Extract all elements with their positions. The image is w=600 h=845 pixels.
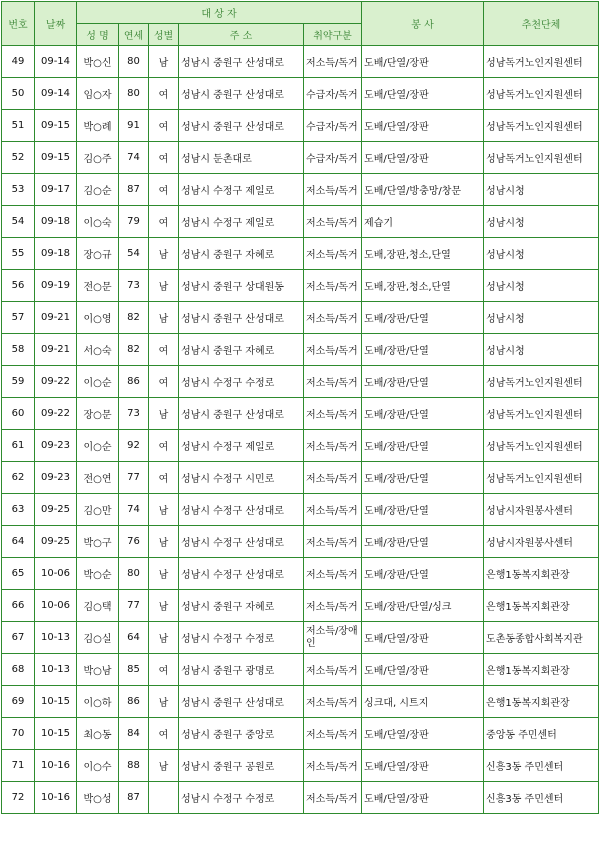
cell-address: 성남시 둔촌대로 — [179, 142, 304, 174]
cell-name: 이○숙 — [77, 206, 119, 238]
table-row — [2, 590, 599, 622]
cell-address: 성남시 중원구 산성대로 — [179, 686, 304, 718]
cell-address: 성남시 수정구 시민로 — [179, 462, 304, 494]
cell-vulnerable: 저소득/독거 — [304, 462, 362, 494]
cell-name: 박○례 — [77, 110, 119, 142]
cell-address: 성남시 수정구 수정로 — [179, 622, 304, 654]
cell-service: 도배/단열/장판 — [362, 782, 484, 814]
cell-vulnerable: 저소득/독거 — [304, 206, 362, 238]
cell-age: 74 — [119, 494, 149, 526]
header-gender: 성별 — [149, 24, 179, 46]
cell-date: 10-06 — [35, 558, 77, 590]
header-vulnerable: 취약구분 — [304, 24, 362, 46]
cell-no: 50 — [2, 78, 35, 110]
cell-recommender: 은행1동복지회관장 — [484, 590, 599, 622]
cell-service: 도배/장판/단열 — [362, 430, 484, 462]
cell-name: 박○성 — [77, 782, 119, 814]
cell-date: 09-18 — [35, 238, 77, 270]
cell-service: 도배/장판/단열 — [362, 334, 484, 366]
cell-gender: 남 — [149, 590, 179, 622]
cell-age: 73 — [119, 398, 149, 430]
cell-date: 09-21 — [35, 302, 77, 334]
cell-address: 성남시 중원구 상대원동 — [179, 270, 304, 302]
cell-gender: 남 — [149, 558, 179, 590]
cell-age: 87 — [119, 174, 149, 206]
cell-no: 51 — [2, 110, 35, 142]
cell-date: 09-14 — [35, 78, 77, 110]
cell-name: 장○규 — [77, 238, 119, 270]
cell-age: 80 — [119, 46, 149, 78]
table-body — [2, 46, 599, 814]
cell-date: 09-15 — [35, 142, 77, 174]
cell-vulnerable: 저소득/독거 — [304, 654, 362, 686]
cell-service: 도배/단열/장판 — [362, 46, 484, 78]
cell-vulnerable: 저소득/독거 — [304, 718, 362, 750]
cell-address: 성남시 중원구 중앙로 — [179, 718, 304, 750]
cell-service: 도배/단열/장판 — [362, 78, 484, 110]
cell-service: 도배/단열/방충망/창문 — [362, 174, 484, 206]
table-row — [2, 622, 599, 654]
cell-no: 54 — [2, 206, 35, 238]
cell-no: 69 — [2, 686, 35, 718]
table-row — [2, 430, 599, 462]
table-row — [2, 174, 599, 206]
cell-name: 이○영 — [77, 302, 119, 334]
cell-service: 도배/장판/단열 — [362, 526, 484, 558]
header-service: 봉 사 — [362, 2, 484, 46]
cell-recommender: 성남독거노인지원센터 — [484, 46, 599, 78]
cell-service: 도배/단열/장판 — [362, 654, 484, 686]
cell-address: 성남시 수정구 수정로 — [179, 366, 304, 398]
cell-service: 제습기 — [362, 206, 484, 238]
cell-age: 87 — [119, 782, 149, 814]
table-row — [2, 334, 599, 366]
cell-date: 09-25 — [35, 494, 77, 526]
cell-no: 49 — [2, 46, 35, 78]
cell-vulnerable: 저소득/독거 — [304, 334, 362, 366]
cell-name: 박○남 — [77, 654, 119, 686]
cell-address: 성남시 수정구 제일로 — [179, 430, 304, 462]
cell-date: 09-18 — [35, 206, 77, 238]
cell-no: 61 — [2, 430, 35, 462]
cell-address: 성남시 중원구 산성대로 — [179, 46, 304, 78]
cell-age: 82 — [119, 334, 149, 366]
table-row — [2, 558, 599, 590]
cell-date: 09-14 — [35, 46, 77, 78]
cell-vulnerable: 저소득/독거 — [304, 270, 362, 302]
table-row — [2, 238, 599, 270]
cell-gender: 여 — [149, 654, 179, 686]
cell-no: 68 — [2, 654, 35, 686]
cell-service: 도배/단열/장판 — [362, 622, 484, 654]
table-row — [2, 398, 599, 430]
cell-recommender: 성남시청 — [484, 302, 599, 334]
table-header — [2, 2, 599, 46]
cell-recommender: 성남시청 — [484, 238, 599, 270]
cell-age: 73 — [119, 270, 149, 302]
cell-vulnerable: 저소득/독거 — [304, 430, 362, 462]
cell-recommender: 성남독거노인지원센터 — [484, 462, 599, 494]
cell-gender — [149, 782, 179, 814]
cell-address: 성남시 중원구 산성대로 — [179, 78, 304, 110]
table-row — [2, 302, 599, 334]
cell-date: 10-16 — [35, 782, 77, 814]
cell-gender: 남 — [149, 270, 179, 302]
table-row — [2, 46, 599, 78]
cell-age: 74 — [119, 142, 149, 174]
cell-age: 91 — [119, 110, 149, 142]
cell-service: 도배/장판/단열 — [362, 558, 484, 590]
cell-name: 김○만 — [77, 494, 119, 526]
cell-no: 65 — [2, 558, 35, 590]
cell-address: 성남시 중원구 자혜로 — [179, 238, 304, 270]
cell-gender: 남 — [149, 302, 179, 334]
cell-address: 성남시 중원구 공원로 — [179, 750, 304, 782]
cell-gender: 여 — [149, 334, 179, 366]
cell-date: 10-15 — [35, 686, 77, 718]
cell-vulnerable: 저소득/독거 — [304, 590, 362, 622]
table-row — [2, 78, 599, 110]
header-recommender: 추천단체 — [484, 2, 599, 46]
cell-address: 성남시 중원구 산성대로 — [179, 302, 304, 334]
cell-vulnerable: 저소득/독거 — [304, 558, 362, 590]
cell-no: 64 — [2, 526, 35, 558]
table-row — [2, 110, 599, 142]
cell-age: 82 — [119, 302, 149, 334]
cell-name: 최○동 — [77, 718, 119, 750]
cell-age: 92 — [119, 430, 149, 462]
header-target: 대 상 자 — [77, 2, 362, 24]
cell-vulnerable: 저소득/독거 — [304, 750, 362, 782]
cell-no: 66 — [2, 590, 35, 622]
cell-service: 도배,장판,청소,단열 — [362, 270, 484, 302]
cell-service: 싱크대, 시트지 — [362, 686, 484, 718]
cell-age: 88 — [119, 750, 149, 782]
cell-gender: 남 — [149, 238, 179, 270]
cell-no: 58 — [2, 334, 35, 366]
cell-vulnerable: 저소득/장애인 — [304, 622, 362, 654]
cell-age: 84 — [119, 718, 149, 750]
cell-name: 박○신 — [77, 46, 119, 78]
cell-vulnerable: 저소득/독거 — [304, 526, 362, 558]
cell-age: 64 — [119, 622, 149, 654]
cell-no: 57 — [2, 302, 35, 334]
cell-gender: 남 — [149, 750, 179, 782]
cell-recommender: 은행1동복지회관장 — [484, 686, 599, 718]
cell-gender: 여 — [149, 462, 179, 494]
cell-gender: 여 — [149, 430, 179, 462]
cell-address: 성남시 중원구 자혜로 — [179, 590, 304, 622]
cell-gender: 남 — [149, 622, 179, 654]
cell-recommender: 성남시청 — [484, 174, 599, 206]
cell-name: 이○하 — [77, 686, 119, 718]
cell-service: 도배/장판/단열/싱크 — [362, 590, 484, 622]
cell-recommender: 성남독거노인지원센터 — [484, 78, 599, 110]
cell-no: 63 — [2, 494, 35, 526]
cell-gender: 여 — [149, 206, 179, 238]
cell-date: 09-22 — [35, 366, 77, 398]
cell-recommender: 성남시청 — [484, 270, 599, 302]
cell-gender: 여 — [149, 78, 179, 110]
cell-name: 김○택 — [77, 590, 119, 622]
cell-name: 장○문 — [77, 398, 119, 430]
table-row — [2, 654, 599, 686]
cell-service: 도배/단열/장판 — [362, 718, 484, 750]
cell-gender: 남 — [149, 526, 179, 558]
table-row — [2, 782, 599, 814]
table-row — [2, 718, 599, 750]
cell-name: 임○자 — [77, 78, 119, 110]
cell-address: 성남시 수정구 수정로 — [179, 782, 304, 814]
cell-no: 59 — [2, 366, 35, 398]
table-row — [2, 142, 599, 174]
header-date: 날짜 — [35, 2, 77, 46]
cell-date: 09-17 — [35, 174, 77, 206]
cell-date: 09-21 — [35, 334, 77, 366]
cell-vulnerable: 수급자/독거 — [304, 110, 362, 142]
cell-date: 09-19 — [35, 270, 77, 302]
cell-no: 55 — [2, 238, 35, 270]
cell-recommender: 도촌동종합사회복지관 — [484, 622, 599, 654]
cell-date: 10-16 — [35, 750, 77, 782]
cell-address: 성남시 중원구 자혜로 — [179, 334, 304, 366]
cell-gender: 여 — [149, 142, 179, 174]
cell-address: 성남시 수정구 제일로 — [179, 206, 304, 238]
cell-gender: 여 — [149, 110, 179, 142]
cell-recommender: 신흥3동 주민센터 — [484, 782, 599, 814]
cell-date: 09-22 — [35, 398, 77, 430]
cell-vulnerable: 수급자/독거 — [304, 78, 362, 110]
table-row — [2, 270, 599, 302]
header-age: 연세 — [119, 24, 149, 46]
cell-age: 54 — [119, 238, 149, 270]
cell-gender: 남 — [149, 686, 179, 718]
cell-date: 09-23 — [35, 430, 77, 462]
cell-no: 53 — [2, 174, 35, 206]
cell-name: 전○연 — [77, 462, 119, 494]
cell-date: 10-13 — [35, 654, 77, 686]
cell-recommender: 성남독거노인지원센터 — [484, 398, 599, 430]
cell-address: 성남시 수정구 산성대로 — [179, 494, 304, 526]
cell-name: 이○수 — [77, 750, 119, 782]
cell-vulnerable: 수급자/독거 — [304, 142, 362, 174]
cell-recommender: 신흥3동 주민센터 — [484, 750, 599, 782]
cell-vulnerable: 저소득/독거 — [304, 782, 362, 814]
cell-service: 도배/장판/단열 — [362, 302, 484, 334]
cell-service: 도배/장판/단열 — [362, 494, 484, 526]
cell-no: 72 — [2, 782, 35, 814]
cell-age: 80 — [119, 78, 149, 110]
cell-age: 80 — [119, 558, 149, 590]
cell-recommender: 성남시청 — [484, 334, 599, 366]
cell-name: 전○문 — [77, 270, 119, 302]
cell-address: 성남시 수정구 산성대로 — [179, 558, 304, 590]
cell-recommender: 성남독거노인지원센터 — [484, 430, 599, 462]
cell-age: 86 — [119, 686, 149, 718]
cell-no: 62 — [2, 462, 35, 494]
cell-name: 이○순 — [77, 366, 119, 398]
cell-recommender: 성남독거노인지원센터 — [484, 366, 599, 398]
table-row — [2, 526, 599, 558]
table-row — [2, 686, 599, 718]
cell-address: 성남시 중원구 산성대로 — [179, 110, 304, 142]
cell-recommender: 중앙동 주민센터 — [484, 718, 599, 750]
cell-age: 77 — [119, 590, 149, 622]
cell-service: 도배/장판/단열 — [362, 366, 484, 398]
cell-name: 서○숙 — [77, 334, 119, 366]
cell-no: 67 — [2, 622, 35, 654]
cell-address: 성남시 수정구 제일로 — [179, 174, 304, 206]
cell-date: 09-15 — [35, 110, 77, 142]
cell-no: 56 — [2, 270, 35, 302]
cell-name: 박○구 — [77, 526, 119, 558]
cell-name: 김○실 — [77, 622, 119, 654]
table-row — [2, 462, 599, 494]
cell-recommender: 성남시자원봉사센터 — [484, 494, 599, 526]
cell-address: 성남시 중원구 광명로 — [179, 654, 304, 686]
cell-age: 79 — [119, 206, 149, 238]
cell-gender: 여 — [149, 174, 179, 206]
table-row — [2, 750, 599, 782]
table-row — [2, 206, 599, 238]
cell-vulnerable: 저소득/독거 — [304, 238, 362, 270]
cell-recommender: 은행1동복지회관장 — [484, 654, 599, 686]
cell-service: 도배/단열/장판 — [362, 142, 484, 174]
cell-date: 10-13 — [35, 622, 77, 654]
cell-vulnerable: 저소득/독거 — [304, 302, 362, 334]
cell-no: 71 — [2, 750, 35, 782]
cell-vulnerable: 저소득/독거 — [304, 398, 362, 430]
table-row — [2, 494, 599, 526]
cell-no: 70 — [2, 718, 35, 750]
cell-no: 52 — [2, 142, 35, 174]
cell-name: 김○순 — [77, 174, 119, 206]
cell-recommender: 성남독거노인지원센터 — [484, 110, 599, 142]
cell-date: 09-25 — [35, 526, 77, 558]
cell-age: 77 — [119, 462, 149, 494]
cell-no: 60 — [2, 398, 35, 430]
cell-service: 도배/장판/단열 — [362, 398, 484, 430]
cell-gender: 남 — [149, 494, 179, 526]
cell-service: 도배/단열/장판 — [362, 750, 484, 782]
cell-date: 10-06 — [35, 590, 77, 622]
cell-date: 10-15 — [35, 718, 77, 750]
cell-vulnerable: 저소득/독거 — [304, 366, 362, 398]
cell-service: 도배,장판,청소,단열 — [362, 238, 484, 270]
cell-address: 성남시 수정구 산성대로 — [179, 526, 304, 558]
cell-age: 86 — [119, 366, 149, 398]
header-no: 번호 — [2, 2, 35, 46]
cell-service: 도배/장판/단열 — [362, 462, 484, 494]
cell-gender: 여 — [149, 366, 179, 398]
cell-recommender: 은행1동복지회관장 — [484, 558, 599, 590]
cell-vulnerable: 저소득/독거 — [304, 494, 362, 526]
cell-recommender: 성남시청 — [484, 206, 599, 238]
cell-gender: 남 — [149, 398, 179, 430]
header-address: 주 소 — [179, 24, 304, 46]
cell-age: 76 — [119, 526, 149, 558]
cell-gender: 남 — [149, 46, 179, 78]
cell-name: 김○주 — [77, 142, 119, 174]
cell-name: 이○순 — [77, 430, 119, 462]
cell-recommender: 성남시자원봉사센터 — [484, 526, 599, 558]
cell-name: 박○순 — [77, 558, 119, 590]
cell-service: 도배/단열/장판 — [362, 110, 484, 142]
cell-address: 성남시 중원구 산성대로 — [179, 398, 304, 430]
cell-vulnerable: 저소득/독거 — [304, 686, 362, 718]
cell-vulnerable: 저소득/독거 — [304, 174, 362, 206]
cell-date: 09-23 — [35, 462, 77, 494]
cell-age: 85 — [119, 654, 149, 686]
volunteer-service-table — [1, 1, 599, 814]
cell-vulnerable: 저소득/독거 — [304, 46, 362, 78]
header-name: 성 명 — [77, 24, 119, 46]
table-row — [2, 366, 599, 398]
cell-gender: 여 — [149, 718, 179, 750]
cell-recommender: 성남독거노인지원센터 — [484, 142, 599, 174]
